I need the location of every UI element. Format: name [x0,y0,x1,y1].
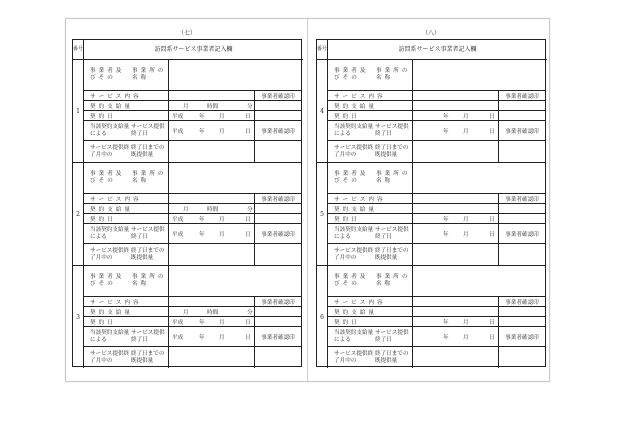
provider-stamp-label: 事業者確認印 [505,128,539,135]
provided-amount-row [328,244,545,265]
entry-section [73,266,301,369]
month-label: 月 [219,319,225,326]
service-content-label: サービス内容 [84,297,169,306]
provider-name-field[interactable] [413,163,545,193]
service-content-field[interactable] [169,297,255,306]
month-label: 月 [463,128,469,135]
provider-name-field[interactable] [413,60,545,90]
year-label: 年 [199,113,205,120]
section-number: 5 [317,163,328,265]
table-title: 訪問系サービス事業者記入欄 [154,46,233,53]
label-line: 事業所の名称 [376,171,411,184]
label-line: 終了日までの既提供量 [374,144,409,158]
month-label: 月 [463,334,469,341]
contract-date-row [328,317,545,327]
page-number: （七） [177,30,196,37]
contract-amount-field[interactable] [413,101,499,110]
provided-amount-label [84,347,169,368]
stamp-box[interactable] [255,111,301,120]
stamp-box[interactable] [499,317,545,326]
month-label: 月 [463,319,469,326]
provided-amount-row [328,347,545,368]
date-field[interactable] [413,111,499,120]
service-end-label [84,327,169,346]
page-fold-line [307,19,308,381]
contract-date-row [84,111,301,121]
section-number: 2 [73,163,84,265]
date-field[interactable] [413,327,499,346]
label-line: 終了日までの既提供量 [374,247,409,261]
month-label: 月 [463,216,469,223]
contract-amount-row [84,101,301,111]
stamp-box[interactable] [499,141,545,162]
stamp-box[interactable] [499,214,545,223]
era-label: 平成 [172,113,184,120]
label-line: サービス提供終了月中の [90,247,130,261]
provider-name-field[interactable] [169,266,301,296]
date-field[interactable] [169,327,255,346]
service-end-row [328,121,545,141]
year-label: 年 [199,319,205,326]
label-line: 当該契約支給量による [334,123,374,137]
service-end-row [328,224,545,244]
provider-stamp-label: 事業者確認印 [505,196,539,203]
label-line: 事業所の名称 [132,171,167,184]
service-end-row [328,327,545,347]
service-end-row [84,224,301,244]
hour-label: 時間 [207,103,219,110]
day-label: 日 [489,113,495,120]
contract-date-label: 契約日 [84,111,169,120]
contract-amount-field[interactable] [169,101,255,110]
day-label: 日 [245,113,251,120]
provider-name-label [84,266,169,296]
provider-stamp-label: 事業者確認印 [261,334,295,341]
year-label: 年 [199,334,205,341]
year-label: 年 [199,128,205,135]
contract-date-label: 契約日 [328,111,413,120]
service-content-label: サービス内容 [84,91,169,100]
day-label: 日 [489,231,495,238]
label-line: 事業者及びその [334,171,369,184]
contract-amount-label: 契約支給量 [328,204,413,213]
era-label: 平成 [172,334,184,341]
service-content-label: サービス内容 [328,297,413,306]
era-label: 平成 [172,216,184,223]
provider-name-label [328,266,413,296]
contract-date-row [84,317,301,327]
entry-section [317,163,545,266]
contract-amount-label: 契約支給量 [84,101,169,110]
year-label: 年 [443,334,449,341]
label-line: 事業者及びその [90,274,125,287]
service-end-label [84,121,169,140]
service-end-label [328,327,413,346]
provider-stamp-label: 事業者確認印 [505,93,539,100]
year-label: 年 [199,216,205,223]
month-label: 月 [219,113,225,120]
month-label: 月 [219,334,225,341]
stamp-box[interactable] [255,347,301,368]
day-label: 日 [245,231,251,238]
service-end-row [84,121,301,141]
provider-name-row [84,266,301,297]
provider-name-label [328,163,413,193]
date-field[interactable] [413,317,499,326]
provided-amount-label [84,141,169,162]
label-line: サービス提供終了日 [375,123,409,137]
label-line: 事業所の名称 [132,68,167,81]
stamp-box[interactable] [255,214,301,223]
provided-amount-label [84,244,169,265]
service-content-field[interactable] [169,91,255,100]
date-field[interactable] [413,121,499,140]
provider-name-row [84,163,301,194]
section-number: 3 [73,266,84,368]
year-label: 年 [199,231,205,238]
provider-stamp-label: 事業者確認印 [261,299,295,306]
date-field[interactable] [413,224,499,243]
label-line: サービス提供終了日 [375,329,409,343]
provided-amount-row [84,347,301,368]
contract-amount-row [328,204,545,214]
month-label: 月 [463,231,469,238]
stamp-box[interactable] [499,307,545,316]
date-field[interactable] [169,111,255,120]
stamp-box[interactable] [255,317,301,326]
contract-amount-label: 契約支給量 [84,204,169,213]
contract-amount-row [328,307,545,317]
year-label: 年 [443,231,449,238]
service-end-label [328,224,413,243]
section-number: 1 [73,60,84,162]
year-label: 年 [443,128,449,135]
hour-label: 時間 [207,206,219,213]
day-label: 日 [489,334,495,341]
label-line: サービス提供終了月中の [334,247,374,261]
label-line: 終了日までの既提供量 [130,350,165,364]
month-label: 月 [219,128,225,135]
stamp-box[interactable] [255,141,301,162]
month-label: 月 [183,206,189,213]
form-sheet [65,18,550,382]
service-content-row [328,297,545,307]
service-end-label [328,121,413,140]
label-line: 事業所の名称 [376,274,411,287]
provided-amount-field[interactable] [169,347,255,368]
label-line: サービス提供終了月中の [334,350,374,364]
contract-amount-label: 契約支給量 [328,307,413,316]
contract-amount-field[interactable] [413,204,499,213]
date-field[interactable] [169,214,255,223]
label-line: 事業所の名称 [132,274,167,287]
service-content-row [84,297,301,307]
service-content-row [84,194,301,204]
provided-amount-label [328,141,413,162]
contract-amount-row [84,204,301,214]
stamp-box[interactable] [499,101,545,110]
service-content-label: サービス内容 [328,91,413,100]
stamp-box[interactable] [255,307,301,316]
minute-label: 分 [247,206,253,213]
page-number: （八） [421,30,440,37]
label-line: サービス提供終了日 [131,123,165,137]
label-line: 終了日までの既提供量 [130,247,165,261]
contract-amount-label: 契約支給量 [84,307,169,316]
provider-name-row [328,60,545,91]
month-label: 月 [219,231,225,238]
provided-amount-label [328,347,413,368]
provided-amount-field[interactable] [413,347,499,368]
label-line: 事業所の名称 [376,68,411,81]
entry-section [73,163,301,266]
label-line: 事業者及びその [90,171,125,184]
service-content-row [328,91,545,101]
provider-stamp-label: 事業者確認印 [505,299,539,306]
provider-name-row [328,266,545,297]
label-line: 当該契約支給量による [334,329,374,343]
contract-amount-field[interactable] [169,204,255,213]
label-line: 当該契約支給量による [90,329,130,343]
provided-amount-field[interactable] [413,141,499,162]
label-line: 事業者及びその [334,274,369,287]
label-line: 当該契約支給量による [90,123,130,137]
number-column-header: 番号 [317,40,328,59]
contract-date-row [328,111,545,121]
table-title: 訪問系サービス事業者記入欄 [398,46,477,53]
day-label: 日 [245,334,251,341]
month-label: 月 [463,113,469,120]
label-line: 当該契約支給量による [334,226,374,240]
label-line: 事業者及びその [90,68,125,81]
year-label: 年 [443,319,449,326]
month-label: 月 [183,309,189,316]
provider-stamp-label: 事業者確認印 [261,128,295,135]
service-end-label [84,224,169,243]
provider-stamp-label: 事業者確認印 [261,196,295,203]
label-line: サービス提供終了月中の [90,144,130,158]
service-content-row [84,91,301,101]
contract-amount-field[interactable] [413,307,499,316]
service-content-field[interactable] [169,194,255,203]
day-label: 日 [489,319,495,326]
label-line: サービス提供終了月中の [90,350,130,364]
day-label: 日 [245,216,251,223]
contract-date-row [84,214,301,224]
contract-amount-label: 契約支給量 [328,101,413,110]
day-label: 日 [489,216,495,223]
day-label: 日 [245,128,251,135]
label-line: サービス提供終了日 [131,226,165,240]
label-line: サービス提供終了日 [375,226,409,240]
label-line: 事業者及びその [334,68,369,81]
provider-name-field[interactable] [413,266,545,296]
provider-stamp-label: 事業者確認印 [261,93,295,100]
contract-amount-field[interactable] [169,307,255,316]
number-column-header: 番号 [73,40,84,59]
service-content-row [328,194,545,204]
stamp-box[interactable] [255,244,301,265]
provided-amount-label [328,244,413,265]
provided-amount-row [84,141,301,162]
provider-stamp-label: 事業者確認印 [261,231,295,238]
provided-amount-field[interactable] [169,141,255,162]
provided-amount-field[interactable] [169,244,255,265]
provider-name-field[interactable] [169,60,301,90]
provider-stamp-label: 事業者確認印 [505,334,539,341]
date-field[interactable] [169,317,255,326]
service-content-label: サービス内容 [84,194,169,203]
section-number: 4 [317,60,328,162]
day-label: 日 [245,319,251,326]
stamp-box[interactable] [255,101,301,110]
month-label: 月 [183,103,189,110]
entry-section [317,60,545,163]
contract-amount-row [84,307,301,317]
stamp-box[interactable] [499,204,545,213]
provider-name-label [84,163,169,193]
label-line: サービス提供終了日 [131,329,165,343]
provider-stamp-label: 事業者確認印 [505,231,539,238]
day-label: 日 [489,128,495,135]
era-label: 平成 [172,231,184,238]
year-label: 年 [443,216,449,223]
service-content-label: サービス内容 [328,194,413,203]
contract-date-label: 契約日 [328,214,413,223]
service-end-row [84,327,301,347]
entry-section [317,266,545,369]
service-content-field[interactable] [413,297,499,306]
minute-label: 分 [247,103,253,110]
stamp-box[interactable] [499,244,545,265]
era-label: 平成 [172,319,184,326]
stamp-box[interactable] [499,347,545,368]
service-content-field[interactable] [413,91,499,100]
provider-entry-table [316,39,546,367]
provider-name-row [328,163,545,194]
month-label: 月 [219,216,225,223]
provider-name-label [84,60,169,90]
provided-amount-row [328,141,545,162]
entry-section [73,60,301,163]
contract-date-label: 契約日 [84,317,169,326]
stamp-box[interactable] [499,111,545,120]
date-field[interactable] [169,121,255,140]
contract-amount-row [328,101,545,111]
label-line: 当該契約支給量による [90,226,130,240]
provider-name-label [328,60,413,90]
section-number: 6 [317,266,328,368]
provider-name-row [84,60,301,91]
year-label: 年 [443,113,449,120]
provider-entry-table [72,39,302,367]
hour-label: 時間 [207,309,219,316]
table-header [317,40,547,60]
date-field[interactable] [169,224,255,243]
contract-date-row [328,214,545,224]
provider-name-field[interactable] [169,163,301,193]
era-label: 平成 [172,128,184,135]
stamp-box[interactable] [255,204,301,213]
label-line: 終了日までの既提供量 [130,144,165,158]
label-line: サービス提供終了月中の [334,144,374,158]
table-header [73,40,303,60]
label-line: 終了日までの既提供量 [374,350,409,364]
service-content-field[interactable] [413,194,499,203]
contract-date-label: 契約日 [84,214,169,223]
minute-label: 分 [247,309,253,316]
contract-date-label: 契約日 [328,317,413,326]
date-field[interactable] [413,214,499,223]
provided-amount-field[interactable] [413,244,499,265]
provided-amount-row [84,244,301,265]
